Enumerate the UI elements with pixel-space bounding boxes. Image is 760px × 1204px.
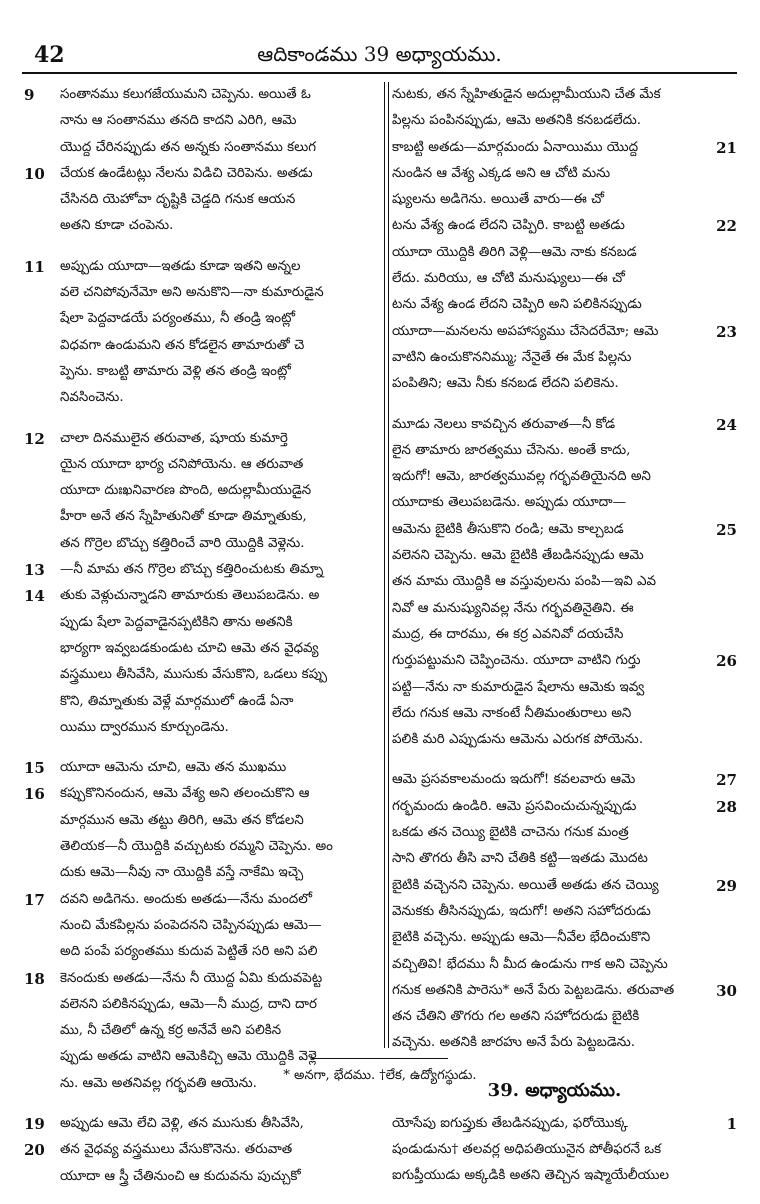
text-line [392,1163,737,1189]
text-line [392,622,737,648]
verse-text: అతని కూడా చంపెను. [60,218,174,234]
verse-text: —నీ మామ తన గొర్రెల బొచ్చు కత్తిరించుటకు తిమ్నా [60,562,324,578]
text-line [24,992,376,1018]
verse-text: ప్పెను. కాబట్టి తామారు వెళ్లి తన తండ్రి ఇంట్లో [60,363,291,379]
verse-number: 29 [716,876,737,895]
text-line [24,213,376,239]
text-line [24,385,376,411]
verse-number: 28 [716,797,737,816]
text-line [24,452,376,478]
text-line [392,925,737,951]
text-line [392,108,737,134]
text-line [24,834,376,860]
text-line [392,820,737,846]
text-line [392,371,737,397]
verse-number: 12 [24,429,45,448]
verse-text: గనుక అతనికి పారెసు* అనే పేరు పెట్టబడెను. తరువాత [392,982,675,998]
verse-text: ఆమెను బైటికి తీసుకొని రండి; ఆమె కాల్చబడ [392,521,624,537]
verse-text: వలెనని పలికినప్పుడు, ఆమె—నీ ముద్ర, దాని దార [60,996,317,1012]
verse-number: 10 [24,164,45,183]
text-line [392,675,737,701]
verse-text: ను. ఆమె అతనివల్ల గర్భవతి ఆయెను. [60,1075,257,1091]
text-line [392,596,737,622]
verse-number: 1 [726,1114,737,1133]
verse-text: వెనుకకు తీసినప్పుడు, ఇదుగో! అతని సహోదరుడు [392,903,651,919]
page-header [22,36,737,72]
verse-text: టను వేశ్య ఉండ లేదని చెప్పిరి అని పలికినప్పుడు [392,297,642,313]
text-line [24,583,376,609]
verse-text: తన గొర్రెల బొచ్చు కత్తిరించే వారి యొద్దికి వెళ్లెను. [60,535,305,551]
text-line [24,333,376,359]
verse-text: వలె చనిపోవునేమో అని అనుకొని—నా కుమారుడైన [60,285,324,301]
text-line [392,345,737,371]
text-line [24,715,376,741]
text-line [392,978,737,1004]
text-line [24,1137,376,1163]
verse-number: 18 [24,969,45,988]
left-column [24,82,376,1204]
text-line [392,701,737,727]
paragraph-block [392,82,737,398]
text-line [392,266,737,292]
text-line [24,808,376,834]
verse-text: నివో ఆ మనుష్యునివల్ల నేను గర్భవతినైతిని. ఈ [392,600,634,616]
verse-text: యూదాకు తెలుపబడెను. అప్పుడు యూదా— [392,495,626,511]
verse-text: కెనందుకు అతడు—నేను నీ యొద్ద ఏమి కుదువపెట్ట [60,970,323,986]
text-line [24,280,376,306]
verse-number: 14 [24,587,45,606]
verse-text: లేదు గనుక ఆమె నాకంటే నీతిమంతురాలు అని [392,705,632,721]
text-line [24,755,376,781]
verse-text: వాటిని ఉంచుకొననిమ్ము; నేనైతే ఈ మేక పిల్లను [392,349,632,365]
verse-number: 15 [24,759,45,778]
verse-text: కప్పుకొనినందున, ఆమె వేశ్య అని తలంచుకొని ఆ [60,786,310,802]
verse-text: ష్యులను అడిగెను. అయితే వారు—ఈ చో [392,192,604,208]
text-line [24,966,376,992]
verse-text: నాను ఆ సంతానము తనది కాదని ఎరిగి, ఆమె [60,113,297,129]
verse-text: సాని తొగరు తీసి వాని చేతికి కట్టి—ఇతడు మొదట [392,851,648,867]
verse-text: వచ్చెను. అతనికి జారహు అనే పేరు పెట్టబడెను. [392,1035,636,1051]
text-line [24,478,376,504]
verse-text: నుంచి మేకపిల్లను పంపెదనని చెప్పినప్పుడు ఆమె— [60,917,322,933]
verse-text: లైన తామారు జారత్వము చేసెను. అంతే కాదు, [392,442,631,458]
paragraph-block [392,412,737,754]
verse-text: ఒకడు తన చెయ్యి బైటికి చాచెను గనుక మంత్ర [392,825,629,841]
text-line [392,727,737,753]
verse-text: యూదా ఆమెను చూచి, ఆమె తన ముఖము [60,760,287,776]
paragraph-block [24,82,376,240]
text-line [24,306,376,332]
text-line [24,82,376,108]
text-line [24,1018,376,1044]
verse-text: పట్టి—నేను నా కుమారుడైన షేలాను ఆమెకు ఇవ్వ [392,679,645,695]
verse-text: దుకు ఆమె—నీవు నా యొద్దికి వస్తే నాకేమి ఇచ్చె [60,865,304,881]
paragraph-block [24,755,376,1097]
verse-text: అప్పుడు యూదా—ఇతడు కూడా ఇతని అన్నల [60,258,301,274]
verse-text: చేయక ఉండేటట్లు నేలను విడిచి చెరిపెను. అతడు [60,165,313,181]
verse-number: 22 [716,217,737,236]
verse-text: తన వైధవ్య వస్త్రములు వేసుకొనెను. తరువాత [60,1142,293,1158]
verse-text: హీరా అనే తన స్నేహితునితో కూడా తిమ్నాతుకు, [60,509,307,525]
text-line [24,662,376,688]
verse-text: యోసేపు ఐగుప్తుకు తేబడినప్పుడు, ఫరోయొక్క [392,1115,628,1131]
verse-text: యూదా దుఃఖనివారణ పొంది, అదుల్లామీయుడైన [60,483,312,499]
text-line [24,781,376,807]
paragraph-block [24,254,376,412]
verse-text: ప్పుడు అతడు వాటిని ఆమెకిచ్చి ఆమె యొద్దికి వెళ్లె [60,1049,317,1065]
verse-text: మూడు నెలలు కావచ్చిన తరువాత—నీ కోడ [392,416,616,432]
verse-text: తెలియక—నీ యొద్దికి వచ్చుటకు రమ్మని చెప్పెను. అం [60,839,333,855]
verse-text: వచ్చితివి! భేదము నీ మీద ఉండును గాక అని చెప్పెను [392,956,668,972]
verse-text: ము, నీ చేతిలో ఉన్న కర్ర అనేవే అని పలికిన [60,1023,282,1039]
verse-text: నుటకు, తన స్నేహితుడైన అదుల్లామీయుని చేత మేక [392,87,661,102]
right-column [392,82,737,1204]
text-line [392,438,737,464]
text-line [392,767,737,793]
verse-text: అది పంపే పర్యంతము కుదువ పెట్టితే సరి అని పలి [60,944,318,960]
text-line [392,135,737,161]
text-line [392,464,737,490]
text-line [392,543,737,569]
text-line [392,569,737,595]
verse-number: 30 [716,981,737,1000]
text-line [392,648,737,674]
verse-text: యూదా—మనలను అపహాస్యము చేసెదరేమో; ఆమె [392,323,659,339]
verse-text: భార్యగా ఇవ్వబడకుండుట చూచి ఆమె తన వైధవ్య [60,640,319,656]
text-line [24,504,376,530]
verse-text: నివసించెను. [60,390,124,406]
verse-text: బైటికి వచ్చెను. అప్పుడు ఆమె—నీవేల భేదించుకొని [392,930,651,946]
text-line [24,689,376,715]
verse-number: 27 [716,771,737,790]
text-line [24,887,376,913]
verse-number: 26 [716,652,737,671]
text-line [392,319,737,345]
verse-text: ఐగుప్తీయుడు అక్కడికి అతని తెచ్చిన ఇష్మాయేలీయుల [392,1168,669,1184]
verse-text: సంతానము కలుగజేయుమని చెప్పెను. అయితే ఓ [60,87,311,102]
verse-number: 17 [24,890,45,909]
verse-text: పిల్లను పంపినప్పుడు, ఆమె అతనికి కనబడలేదు. [392,113,642,129]
verse-number: 20 [24,1141,45,1160]
verse-text: కాబట్టి అతడు—మార్గమందు ఏనాయిము యొద్ద [392,139,639,155]
page-number: 42 [34,42,65,68]
verse-text: యిము ద్వారమున కూర్చుండెను. [60,719,229,735]
text-line [24,860,376,886]
verse-text: యైన యూదా భార్య చనిపోయెను. ఆ తరువాత [60,456,304,472]
verse-number: 16 [24,785,45,804]
text-line [24,426,376,452]
text-line [392,490,737,516]
verse-text: లేదు. మరియు, ఆ చోటి మనుష్యులు—ఈ చో [392,271,625,287]
verse-number: 11 [24,257,45,276]
text-line [24,135,376,161]
text-line [392,952,737,978]
text-line [24,636,376,662]
verse-text: ఇదుగో! ఆమె, జారత్వమువల్ల గర్భవతియైనది అని [392,469,651,485]
paragraph-block [392,1071,737,1190]
text-line [392,846,737,872]
paragraph-block [24,1111,376,1190]
paragraph-block [24,426,376,742]
verse-text: మార్గమున ఆమె తట్టు తిరిగి, ఆమె తన కోడలని [60,812,304,828]
text-line [392,187,737,213]
column-divider [384,82,389,1048]
verse-text: తుకు వెళ్లుచున్నాడని తామారుకు తెలుపబడెను. అ [60,588,320,604]
text-line [392,213,737,239]
text-line [392,412,737,438]
text-line [392,292,737,318]
text-line [24,1111,376,1137]
verse-text: అప్పుడు ఆమె లేచి వెళ్లి, తన ముసుకు తీసివేసి, [60,1115,304,1131]
text-line [24,254,376,280]
verse-text: షేలా పెద్దవాడయే పర్యంతము, నీ తండ్రి ఇంట్లో [60,311,295,327]
text-line [24,913,376,939]
verse-text: విధవగా ఉండుమని తన కోడలైన తామారుతో చె [60,337,305,353]
verse-text: ముద్ర, ఈ దారము, ఈ కర్ర ఎవనివో దయచేసి [392,626,624,642]
verse-text: ప్పుడు షేలా పెద్దవాడైనప్పటికిని తాను అతనికి [60,614,293,630]
text-line [24,1164,376,1190]
paragraph-block [392,767,737,1056]
verse-number: 24 [716,415,737,434]
verse-text: తన మామ యొద్దికి ఆ వస్తువులను పంపి—ఇవి ఎవ [392,574,657,590]
text-line [24,531,376,557]
verse-text: చేసినది యెహోవా దృష్టికి చెడ్డది గనుక ఆయన [60,192,296,208]
verse-text: పలికి మరి ఎప్పుడును ఆమెను ఎరుగక పోయెను. [392,732,644,748]
verse-text: పంపితిని; ఆమె నీకు కనబడ లేదని పలికెను. [392,376,619,392]
verse-text: వస్త్రములు తీసివేసి, ముసుకు వేసుకొని, ఒడలు కప్పు [60,667,328,683]
verse-text: ఆమె ప్రసవకాలమందు ఇదుగో! కవలవారు ఆమె [392,772,636,788]
verse-text: యొద్ద చేరినప్పుడు తన అన్నకు సంతానము కలుగ [60,139,317,155]
verse-text: గర్భమందు ఉండిరి. ఆమె ప్రసవించుచున్నప్పుడు [392,798,637,814]
verse-text: కొని, తిమ్నాతుకు వెళ్లే మార్గములో ఉండే ఏనా [60,693,294,709]
text-line [392,794,737,820]
text-line [392,240,737,266]
text-line [392,1030,737,1056]
chapter-heading: 39. అధ్యాయము. [487,1079,622,1101]
verse-text: టను వేశ్య ఉండ లేదని చెప్పిరి. కాబట్టి అతడు [392,218,625,234]
verse-text: బైటికి వచ్చెనని చెప్పెను. అయితే అతడు తన చెయ్యి [392,877,659,893]
verse-number: 9 [24,86,35,104]
text-line [24,939,376,965]
text-line [392,1137,737,1163]
text-line [392,873,737,899]
verse-text: గుర్తుపట్టుమని చెప్పించెను. యూదా వాటిని గుర్తు [392,653,641,669]
text-line [24,557,376,583]
text-line [392,899,737,925]
text-line [24,108,376,134]
text-line [24,161,376,187]
text-line [392,517,737,543]
running-head: ఆదికాండము 39 అధ్యాయము. [257,42,502,66]
text-line [24,187,376,213]
verse-text: వలెనని చెప్పెను. ఆమె బైటికి తేబడినప్పుడు ఆమె [392,548,644,564]
verse-text: దవని అడిగెను. అందుకు అతడు—నేను మందలో [60,891,313,907]
verse-text: నుండిన ఆ వేశ్య ఎక్కడ అని ఆ చోటి మను [392,165,611,181]
text-line [392,82,737,108]
text-line [392,1111,737,1137]
verse-number: 25 [716,520,737,539]
verse-text: యూదా ఆ స్త్రీ చేతినుంచి ఆ కుదువను పుచ్చుకో [60,1168,301,1184]
verse-number: 19 [24,1114,45,1133]
text-line [392,1004,737,1030]
verse-text: చాలా దినములైన తరువాత, షూయ కుమార్తె [60,430,288,446]
footnote: * అనగా, భేదము. †లేక, ఉద్యోగస్థుడు. [283,1068,477,1083]
verse-number: 23 [716,322,737,341]
header-rule [22,72,737,74]
verse-number: 13 [24,561,45,580]
verse-number: 21 [716,138,737,157]
verse-text: తన చేతిని తొగరు గల అతని సహోదరుడు బైటికి [392,1009,640,1025]
text-line [24,359,376,385]
text-line [392,161,737,187]
footnote-rule [312,1058,448,1059]
verse-text: షండుడును† తలవర్ల అధిపతియునైన పోతీఫరనే ఒక [392,1141,662,1157]
text-line [24,610,376,636]
verse-text: యూదా యొద్దికి తిరిగి వెళ్లి—ఆమె నాకు కనబడ [392,244,637,260]
